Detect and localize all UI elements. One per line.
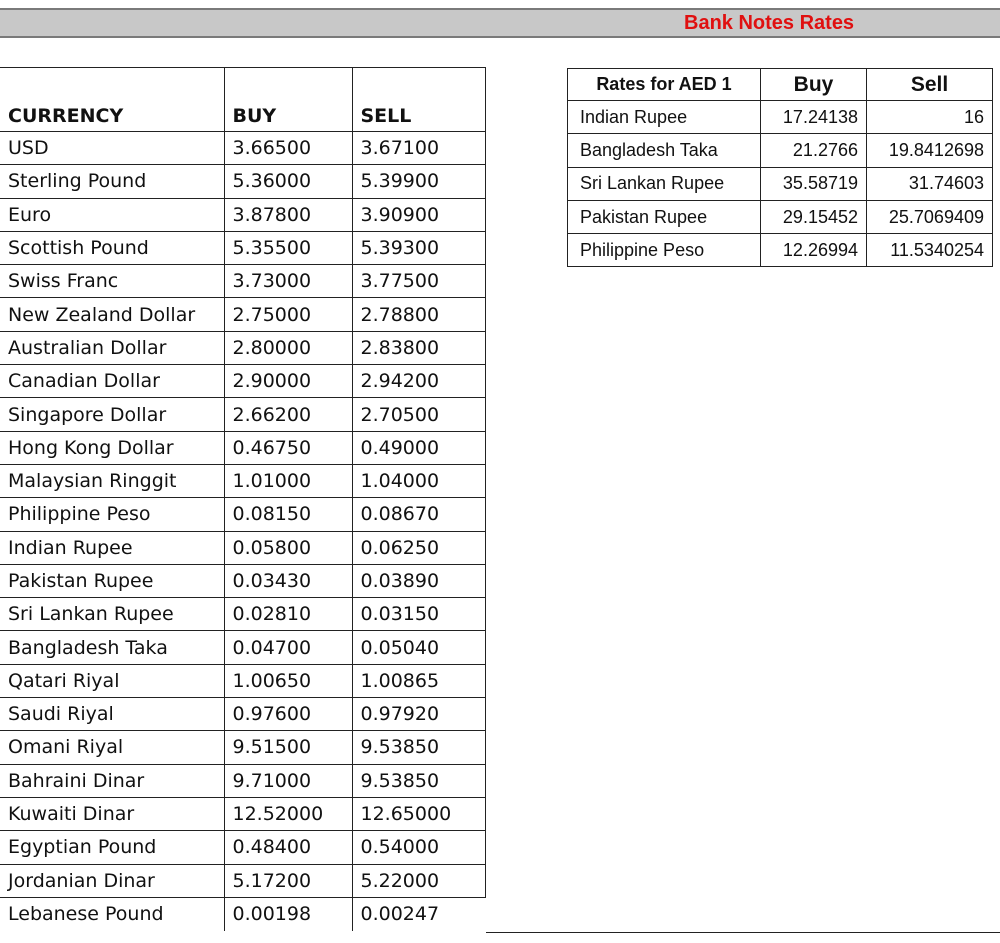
- table-row: [0, 464, 485, 497]
- currency-name-cell: Hong Kong Dollar: [0, 431, 224, 464]
- sell-rate-cell: 2.78800: [352, 298, 485, 331]
- table-row: [568, 134, 993, 167]
- table-row: [0, 498, 485, 531]
- currency-name-cell: Indian Rupee: [568, 101, 761, 134]
- currency-name-cell: Kuwaiti Dinar: [0, 797, 224, 830]
- table-row: [0, 864, 485, 897]
- buy-rate-cell: 12.52000: [224, 797, 352, 830]
- sell-rate-cell: 1.00865: [352, 664, 485, 697]
- sell-rate-cell: 0.05040: [352, 631, 485, 664]
- buy-rate-cell: 0.48400: [224, 831, 352, 864]
- buy-rate-cell: 9.51500: [224, 731, 352, 764]
- currency-name-cell: New Zealand Dollar: [0, 298, 224, 331]
- sell-rate-cell: 5.39900: [352, 165, 485, 198]
- currency-name-cell: Pakistan Rupee: [0, 564, 224, 597]
- currency-name-cell: Indian Rupee: [0, 531, 224, 564]
- title-bar: [0, 8, 1000, 38]
- sell-rate-cell: 31.74603: [867, 167, 993, 200]
- column-header-currency: CURRENCY: [0, 68, 224, 132]
- sell-rate-cell: 0.49000: [352, 431, 485, 464]
- buy-rate-cell: 1.01000: [224, 464, 352, 497]
- currency-name-cell: Bahraini Dinar: [0, 764, 224, 797]
- sell-rate-cell: 3.67100: [352, 132, 485, 165]
- sell-rate-cell: 12.65000: [352, 797, 485, 830]
- buy-rate-cell: 29.15452: [761, 200, 867, 233]
- buy-rate-cell: 9.71000: [224, 764, 352, 797]
- buy-rate-cell: 35.58719: [761, 167, 867, 200]
- buy-rate-cell: 3.87800: [224, 198, 352, 231]
- sell-rate-cell: 1.04000: [352, 464, 485, 497]
- currency-name-cell: Euro: [0, 198, 224, 231]
- table-row: [0, 531, 485, 564]
- table-header-row: [568, 69, 993, 101]
- sell-rate-cell: 9.53850: [352, 764, 485, 797]
- table-row: [0, 797, 485, 830]
- buy-rate-cell: 0.03430: [224, 564, 352, 597]
- currency-name-cell: Saudi Riyal: [0, 698, 224, 731]
- table-row: [568, 200, 993, 233]
- table-row: [568, 167, 993, 200]
- sell-rate-cell: 0.97920: [352, 698, 485, 731]
- buy-rate-cell: 2.80000: [224, 331, 352, 364]
- table-header-row: [0, 68, 485, 132]
- table-row: [0, 265, 485, 298]
- table-row: [0, 165, 485, 198]
- sell-rate-cell: 2.83800: [352, 331, 485, 364]
- buy-rate-cell: 0.97600: [224, 698, 352, 731]
- table-row: [0, 231, 485, 264]
- buy-rate-cell: 5.35500: [224, 231, 352, 264]
- buy-rate-cell: 0.00198: [224, 897, 352, 930]
- currency-name-cell: Omani Riyal: [0, 731, 224, 764]
- sell-rate-cell: 0.08670: [352, 498, 485, 531]
- table-row: [0, 431, 485, 464]
- table-row: [568, 101, 993, 134]
- buy-rate-cell: 17.24138: [761, 101, 867, 134]
- column-header-sell: Sell: [867, 69, 993, 101]
- buy-rate-cell: 5.36000: [224, 165, 352, 198]
- currency-name-cell: Lebanese Pound: [8, 903, 164, 926]
- table-row: [568, 234, 993, 267]
- table-row: [0, 298, 485, 331]
- sell-rate-cell: 5.39300: [352, 231, 485, 264]
- sell-rate-cell: 0.54000: [352, 831, 485, 864]
- currency-name-cell: USD: [0, 132, 224, 165]
- table-row: [0, 598, 485, 631]
- sell-rate-cell: 25.7069409: [867, 200, 993, 233]
- currency-name-cell: Jordanian Dinar: [0, 864, 224, 897]
- table-row: [0, 331, 485, 364]
- column-header-buy: Buy: [761, 69, 867, 101]
- sell-rate-cell: 3.90900: [352, 198, 485, 231]
- buy-rate-cell: 2.75000: [224, 298, 352, 331]
- sell-rate-cell: 16: [867, 101, 993, 134]
- buy-rate-cell: 3.66500: [224, 132, 352, 165]
- currency-name-cell: Malaysian Ringgit: [0, 464, 224, 497]
- page-title: Bank Notes Rates: [684, 12, 855, 34]
- sell-rate-cell: 19.8412698: [867, 134, 993, 167]
- currency-name-cell: Philippine Peso: [0, 498, 224, 531]
- currency-name-cell: Bangladesh Taka: [0, 631, 224, 664]
- column-header-buy: BUY: [224, 68, 352, 132]
- currency-name-cell: Bangladesh Taka: [568, 134, 761, 167]
- currency-name-cell: Australian Dollar: [0, 331, 224, 364]
- table-row: [0, 731, 485, 764]
- table-row: [0, 398, 485, 431]
- buy-rate-cell: 0.46750: [224, 431, 352, 464]
- table-row: [0, 132, 485, 165]
- currency-name-cell: Canadian Dollar: [0, 365, 224, 398]
- buy-rate-cell: 2.90000: [224, 365, 352, 398]
- table-row: [0, 764, 485, 797]
- currency-name-cell: Swiss Franc: [0, 265, 224, 298]
- currency-name-cell: Philippine Peso: [568, 234, 761, 267]
- buy-rate-cell: 1.00650: [224, 664, 352, 697]
- sell-rate-cell: 11.5340254: [867, 234, 993, 267]
- currency-name-cell: Sterling Pound: [0, 165, 224, 198]
- sell-rate-cell: 0.06250: [352, 531, 485, 564]
- buy-rate-cell: 2.66200: [224, 398, 352, 431]
- currency-name-cell: Sri Lankan Rupee: [0, 598, 224, 631]
- sell-rate-cell: 2.70500: [352, 398, 485, 431]
- table-row: [0, 897, 485, 930]
- sell-rate-cell: 3.77500: [352, 265, 485, 298]
- aed-rates-table: [567, 68, 993, 267]
- currency-name-cell: Pakistan Rupee: [568, 200, 761, 233]
- currency-name-cell: Qatari Riyal: [0, 664, 224, 697]
- table-row: [0, 631, 485, 664]
- sell-rate-cell: 2.94200: [352, 365, 485, 398]
- buy-rate-cell: 12.26994: [761, 234, 867, 267]
- sell-rate-cell: 0.03150: [352, 598, 485, 631]
- sell-rate-cell: 0.00247: [352, 897, 485, 930]
- buy-rate-cell: 0.04700: [224, 631, 352, 664]
- column-header-rates-for-aed: Rates for AED 1: [568, 69, 761, 101]
- currency-name-cell: Scottish Pound: [0, 231, 224, 264]
- table-row: [0, 198, 485, 231]
- currency-rates-table: [0, 67, 486, 931]
- table-row: [0, 664, 485, 697]
- buy-rate-cell: 21.2766: [761, 134, 867, 167]
- table-row: [0, 698, 485, 731]
- sell-rate-cell: 5.22000: [352, 864, 485, 897]
- table-row: [0, 365, 485, 398]
- currency-name-cell: Sri Lankan Rupee: [568, 167, 761, 200]
- buy-rate-cell: 0.05800: [224, 531, 352, 564]
- table-row: [0, 831, 485, 864]
- currency-name-cell: Singapore Dollar: [0, 398, 224, 431]
- table-row: [0, 564, 485, 597]
- buy-rate-cell: 3.73000: [224, 265, 352, 298]
- buy-rate-cell: 0.08150: [224, 498, 352, 531]
- buy-rate-cell: 5.17200: [224, 864, 352, 897]
- sell-rate-cell: 0.03890: [352, 564, 485, 597]
- divider-line: [486, 932, 1000, 933]
- column-header-sell: SELL: [352, 68, 485, 132]
- buy-rate-cell: 0.02810: [224, 598, 352, 631]
- sell-rate-cell: 9.53850: [352, 731, 485, 764]
- currency-name-cell: Egyptian Pound: [0, 831, 224, 864]
